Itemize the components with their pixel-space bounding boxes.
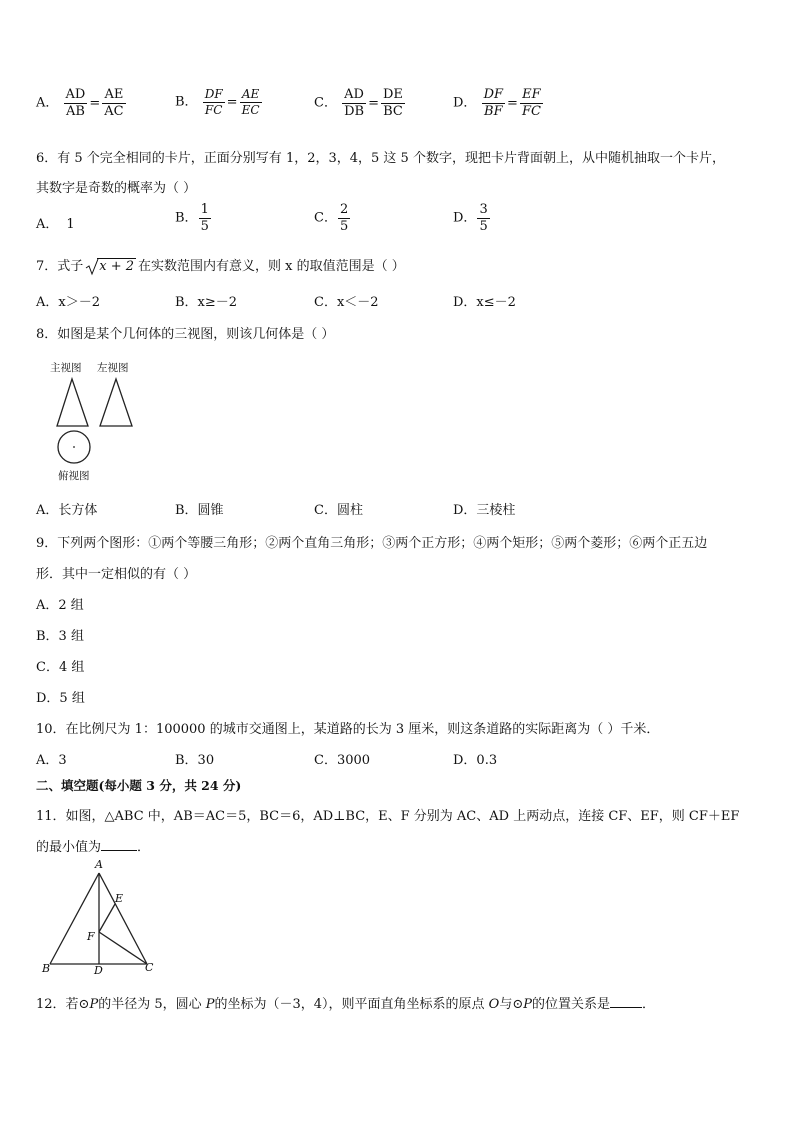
label-e: E [115, 892, 124, 905]
q7-option-c: C．x＜－2 [314, 295, 379, 310]
fraction: $\frac{AD}{DB}$ [344, 87, 365, 119]
q9-option-c: C．4 组 [36, 660, 85, 675]
fraction: $\frac{DF}{BF}$ [483, 87, 504, 119]
q5-option-c: C． $\frac{AD}{DB}$ = $\frac{DE}{BC}$ [314, 87, 403, 119]
q9-line2: 形．其中一定相似的有（ ） [36, 567, 197, 582]
segment-ab [50, 873, 99, 964]
three-views-diagram [48, 358, 148, 483]
q6-option-d: D． $\frac{3}{5}$ [453, 202, 488, 234]
q6-option-a: A． 1 [36, 217, 75, 232]
q10-option-c: C．3000 [314, 753, 371, 768]
left-view-label: 左视图 [97, 362, 129, 374]
q10-option-d: D．0.3 [453, 753, 498, 768]
fraction: $\frac{AD}{AB}$ [65, 87, 86, 119]
fraction: $\frac{AE}{AC}$ [104, 87, 124, 119]
label-a: A [95, 858, 103, 871]
q11-line1: 11．如图，△ABC 中，AB＝AC＝5，BC＝6，AD⊥BC，E、F 分别为 AC、AD 上两动点，连接 CF、EF，则 CF＋EF [36, 809, 740, 824]
q7-stem: 7．式子 x + 2 在实数范围内有意义，则 x 的取值范围是（ ） [36, 259, 405, 274]
fraction: $\frac{DF}{FC}$ [204, 87, 223, 117]
section-heading: 二、填空题(每小题 3 分，共 24 分) [36, 778, 242, 793]
q8-option-a: A．长方体 [36, 503, 98, 518]
q11-triangle-figure [38, 860, 163, 978]
q10-option-a: A．3 [36, 753, 67, 768]
q9-option-b: B．3 组 [36, 629, 84, 644]
fraction: $\frac{3}{5}$ [479, 202, 488, 234]
q11-line2: 的最小值为 ． [36, 840, 151, 855]
left-view-triangle [100, 379, 132, 426]
q5-option-d: D． $\frac{DF}{BF}$ = $\frac{EF}{FC}$ [453, 87, 541, 119]
q8-stem: 8．如图是某个几何体的三视图，则该几何体是（ ） [36, 327, 335, 342]
q6-line1: 6．有 5 个完全相同的卡片，正面分别写有 1，2，3，4，5 这 5 个数字，现把卡片背面朝上，从中随机抽取一个卡片， [36, 151, 725, 166]
label-d: D [94, 964, 103, 977]
q7-option-d: D．x≤－2 [453, 295, 516, 310]
q8-option-d: D．三棱柱 [453, 503, 516, 518]
q9-option-a: A．2 组 [36, 598, 84, 613]
fraction: $\frac{2}{5}$ [339, 202, 349, 234]
q8-option-b: B．圆锥 [175, 503, 224, 518]
q5-option-b: B． $\frac{DF}{FC}$ = $\frac{AE}{EC}$ [175, 87, 260, 117]
q10-stem: 10．在比例尺为 1：100000 的城市交通图上，某道路的长为 3 厘米，则这条道路的实际距离为（ ）千米． [36, 722, 660, 737]
q6-line2: 其数字是奇数的概率为（ ） [36, 181, 197, 196]
q5-option-a: A． $\frac{AD}{AB}$ = $\frac{AE}{AC}$ [36, 87, 124, 119]
label-b: B [42, 962, 51, 975]
q8-option-c: C．圆柱 [314, 503, 363, 518]
fraction: $\frac{1}{5}$ [200, 202, 209, 234]
fraction: $\frac{DE}{BC}$ [382, 87, 403, 119]
q9-line1: 9．下列两个图形：①两个等腰三角形；②两个直角三角形；③两个正方形；④两个矩形；⑤两个菱形；⑥两个正五边 [36, 536, 708, 551]
q9-option-d: D．5 组 [36, 691, 85, 706]
answer-blank [610, 996, 642, 1008]
q10-option-b: B．30 [175, 753, 215, 768]
q6-option-b: B． $\frac{1}{5}$ [175, 202, 209, 234]
answer-blank [101, 839, 137, 851]
label-c: C [145, 961, 154, 974]
front-view-label: 主视图 [50, 362, 82, 374]
fraction: $\frac{AE}{EC}$ [241, 87, 260, 117]
fraction: $\frac{EF}{FC}$ [521, 87, 541, 119]
segment-fe [99, 904, 115, 932]
label-f: F [87, 930, 95, 943]
segment-fc [99, 932, 147, 964]
sqrt-expression: x + 2 [85, 259, 136, 274]
radical-sign-icon [85, 258, 99, 276]
q7-option-a: A．x＞－2 [36, 295, 100, 310]
q6-option-c: C． $\frac{2}{5}$ [314, 202, 349, 234]
top-view-label: 俯视图 [58, 470, 90, 482]
top-view-center-dot [73, 446, 75, 448]
q12-stem: 12．若⊙P的半径为 5，圆心 P的坐标为（－3，4），则平面直角坐标系的原点 O与⊙P的位置关系是 ． [36, 997, 656, 1012]
front-view-triangle [57, 379, 88, 426]
q8-figure [48, 358, 148, 483]
q7-option-b: B．x≥－2 [175, 295, 238, 310]
